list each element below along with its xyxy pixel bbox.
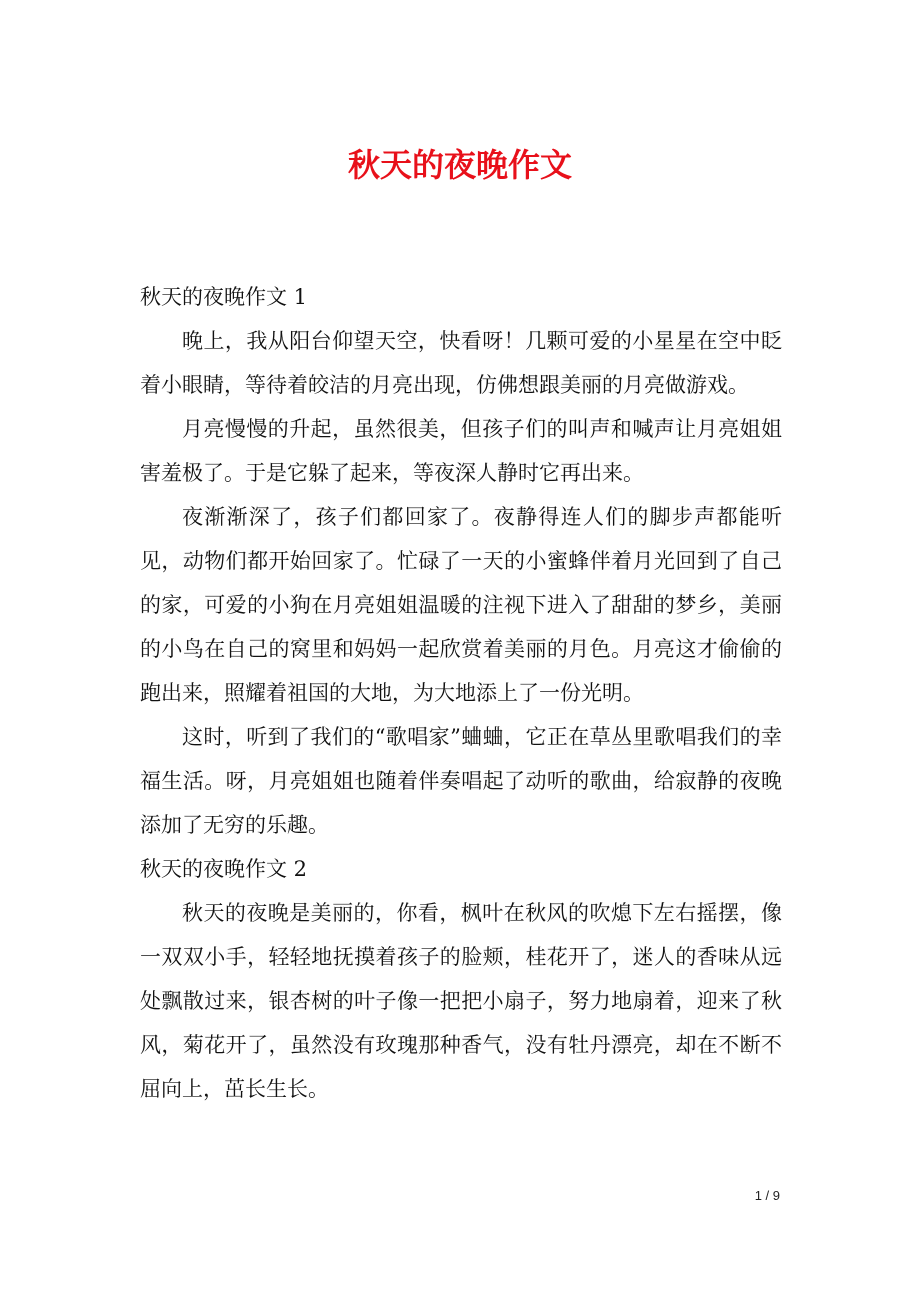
document-body <box>140 275 782 1111</box>
paragraph: 晚上，我从阳台仰望天空，快看呀！几颗可爱的小星星在空中眨着小眼睛，等待着皎洁的月亮出现，仿佛想跟美丽的月亮做游戏。 <box>140 329 782 397</box>
page-number: 1 / 9 <box>754 1188 780 1203</box>
paragraph: 秋天的夜晚是美丽的，你看，枫叶在秋风的吹熄下左右摇摆，像一双双小手，轻轻地抚摸着孩子的脸颊，桂花开了，迷人的香味从远处飘散过来，银杏树的叶子像一把把小扇子，努力地扇着，迎来了秋风，菊花开了，虽然没有玫瑰那种香气，没有牡丹漂亮，却在不断不屈向上，茁长生长。 <box>140 901 782 1101</box>
paragraph: 这时，听到了我们的“歌唱家”蛐蛐，它正在草丛里歌唱我们的幸福生活。呀，月亮姐姐也随着伴奏唱起了动听的歌曲，给寂静的夜晚添加了无穷的乐趣。 <box>140 725 782 837</box>
section-heading-2: 秋天的夜晚作文 2 <box>140 857 308 881</box>
paragraph: 月亮慢慢的升起，虽然很美，但孩子们的叫声和喊声让月亮姐姐害羞极了。于是它躲了起来，等夜深人静时它再出来。 <box>140 417 782 485</box>
paragraph: 夜渐渐深了，孩子们都回家了。夜静得连人们的脚步声都能听见，动物们都开始回家了。忙碌了一天的小蜜蜂伴着月光回到了自己的家，可爱的小狗在月亮姐姐温暖的注视下进入了甜甜的梦乡，美丽的小鸟在自己的窝里和妈妈一起欣赏着美丽的月色。月亮这才偷偷的跑出来，照耀着祖国的大地，为大地添上了一份光明。 <box>140 505 782 705</box>
document-title: 秋天的夜晚作文 <box>347 146 572 184</box>
section-heading-1: 秋天的夜晚作文 1 <box>140 285 308 309</box>
